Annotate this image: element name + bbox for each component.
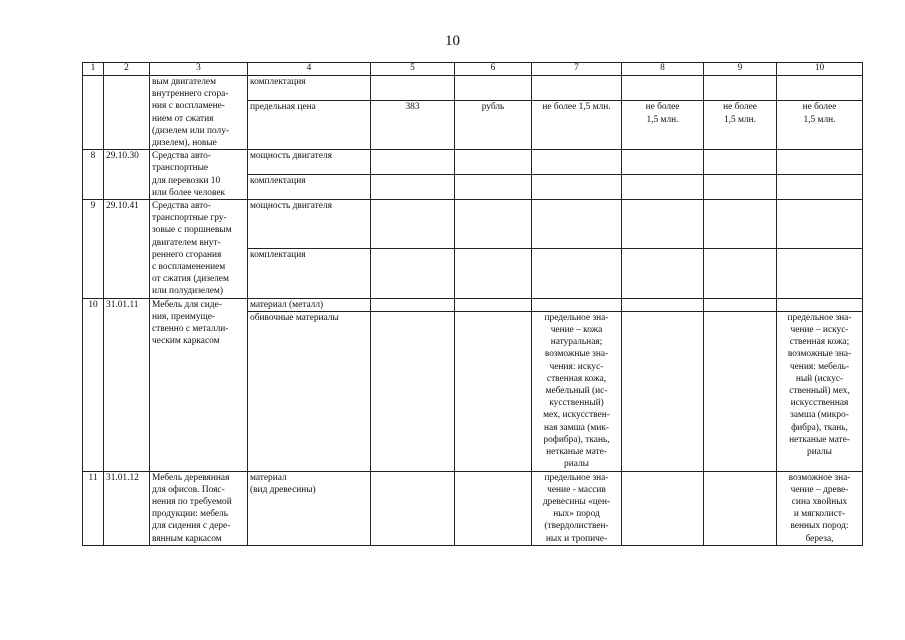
column-header: 8 bbox=[622, 63, 704, 76]
value-cell-c6 bbox=[455, 150, 532, 175]
cell-line: нетканые мате- bbox=[789, 434, 850, 445]
cell-line: фибра), ткань, bbox=[791, 422, 848, 433]
cell-line: ственно с металли- bbox=[152, 324, 229, 335]
cell-line: венных пород: bbox=[790, 521, 849, 532]
cell-line: материал (металл) bbox=[250, 299, 324, 310]
value-cell-c5 bbox=[371, 298, 455, 311]
value-cell-c7 bbox=[532, 200, 622, 249]
cell-line: для офисов. Пояс- bbox=[152, 484, 225, 495]
cell-line: от сжатия (дизелем bbox=[152, 274, 229, 285]
characteristic-name bbox=[248, 311, 371, 471]
cell-line: не более bbox=[645, 102, 680, 113]
cell-line: мощность двигателя bbox=[250, 151, 332, 162]
value-cell-c5 bbox=[371, 76, 455, 101]
value-cell-c6 bbox=[455, 200, 532, 249]
column-header: 4 bbox=[248, 63, 371, 76]
cell-line: возможное зна- bbox=[788, 472, 851, 483]
cell-line: искусственная bbox=[790, 398, 849, 409]
cell-line: транспортные bbox=[152, 163, 209, 174]
row-number: 9 bbox=[83, 200, 104, 299]
characteristic-name bbox=[248, 471, 371, 545]
cell-line: чения: искус- bbox=[549, 361, 604, 372]
cell-line: ственная кожа; bbox=[789, 337, 850, 348]
table-row bbox=[83, 298, 863, 311]
value-cell-c5 bbox=[371, 150, 455, 175]
value-cell-c10 bbox=[777, 200, 863, 249]
cell-line: дизелем), новые bbox=[152, 138, 217, 149]
requirements-table bbox=[82, 62, 863, 546]
cell-line: обивочные материалы bbox=[250, 312, 339, 323]
value-cell-c7 bbox=[532, 311, 622, 471]
cell-line: мощность двигателя bbox=[250, 201, 332, 212]
table-row bbox=[83, 150, 863, 175]
okpd-code: 31.01.12 bbox=[104, 471, 150, 545]
cell-line: и мягколист- bbox=[793, 509, 846, 520]
cell-line: для перевозки 10 bbox=[152, 175, 221, 186]
value-cell-c6 bbox=[455, 175, 532, 200]
characteristic-name bbox=[248, 150, 371, 175]
value-cell-c5 bbox=[371, 175, 455, 200]
cell-line: натуральная; bbox=[550, 337, 603, 348]
cell-line: возможные зна- bbox=[544, 349, 609, 360]
value-cell-c9 bbox=[704, 249, 777, 298]
cell-line: продукции: мебель bbox=[152, 509, 228, 520]
value-cell-c6 bbox=[455, 471, 532, 545]
cell-line: комплектация bbox=[250, 176, 306, 187]
cell-line: предельное зна- bbox=[544, 312, 609, 323]
value-cell-c8 bbox=[622, 76, 704, 101]
cell-line: рофибра), ткань, bbox=[543, 434, 610, 445]
value-cell-c8 bbox=[622, 101, 704, 150]
value-cell-c5 bbox=[371, 311, 455, 471]
cell-line: реннего сгорания bbox=[152, 249, 222, 260]
okpd-code: 31.01.11 bbox=[104, 298, 150, 471]
value-cell-c5 bbox=[371, 471, 455, 545]
value-cell-c9 bbox=[704, 298, 777, 311]
column-header: 9 bbox=[704, 63, 777, 76]
value-cell-c7 bbox=[532, 471, 622, 545]
column-header: 3 bbox=[150, 63, 248, 76]
cell-line: мебельный (ис- bbox=[545, 386, 608, 397]
value-cell-c10 bbox=[777, 311, 863, 471]
cell-line: (вид древесины) bbox=[250, 484, 316, 495]
page-number: 10 bbox=[445, 33, 460, 49]
value-cell-c8 bbox=[622, 200, 704, 249]
characteristic-name bbox=[248, 249, 371, 298]
table-header-row bbox=[83, 63, 863, 76]
cell-line: транспортные гру- bbox=[152, 213, 227, 224]
cell-line: Мебель деревянная bbox=[152, 472, 230, 483]
cell-line: не более bbox=[802, 102, 837, 113]
cell-line: 383 bbox=[405, 102, 420, 113]
value-cell-c10 bbox=[777, 249, 863, 298]
characteristic-name bbox=[248, 76, 371, 101]
value-cell-c5 bbox=[371, 101, 455, 150]
cell-line: (твердолиствен- bbox=[544, 521, 609, 532]
value-cell-c6 bbox=[455, 311, 532, 471]
value-cell-c10 bbox=[777, 76, 863, 101]
value-cell-c7 bbox=[532, 249, 622, 298]
cell-line: чение – кожа bbox=[550, 325, 603, 336]
cell-line: внутреннего сгора- bbox=[152, 89, 229, 100]
cell-line: комплектация bbox=[250, 250, 306, 261]
column-header: 6 bbox=[455, 63, 532, 76]
cell-line: двигателем внут- bbox=[152, 237, 221, 248]
characteristic-name bbox=[248, 101, 371, 150]
cell-line: предельное зна- bbox=[544, 472, 609, 483]
cell-line: чение - массив bbox=[547, 484, 606, 495]
value-cell-c10 bbox=[777, 175, 863, 200]
cell-line: нием от сжатия bbox=[152, 113, 214, 124]
product-name bbox=[150, 76, 248, 150]
characteristic-name bbox=[248, 298, 371, 311]
value-cell-c6 bbox=[455, 249, 532, 298]
cell-line: мех, искусствен- bbox=[543, 410, 610, 421]
cell-line: ния, преимуще- bbox=[152, 311, 216, 322]
value-cell-c9 bbox=[704, 101, 777, 150]
product-name bbox=[150, 471, 248, 545]
cell-line: риалы bbox=[564, 459, 589, 470]
cell-line: вым двигателем bbox=[152, 77, 217, 87]
column-header: 5 bbox=[371, 63, 455, 76]
cell-line: не более 1,5 млн. bbox=[542, 102, 611, 113]
column-header: 1 bbox=[83, 63, 104, 76]
value-cell-c10 bbox=[777, 150, 863, 175]
cell-line: комплектация bbox=[250, 77, 306, 87]
row-number: 8 bbox=[83, 150, 104, 200]
value-cell-c10 bbox=[777, 471, 863, 545]
cell-line: вянным каркасом bbox=[152, 533, 222, 544]
cell-line: древесины «цен- bbox=[542, 496, 611, 507]
value-cell-c6 bbox=[455, 76, 532, 101]
column-header: 10 bbox=[777, 63, 863, 76]
cell-line: возможные зна- bbox=[787, 349, 852, 360]
value-cell-c5 bbox=[371, 249, 455, 298]
value-cell-c9 bbox=[704, 175, 777, 200]
cell-line: предельная цена bbox=[250, 102, 316, 113]
value-cell-c8 bbox=[622, 298, 704, 311]
cell-line: чение – древе- bbox=[790, 484, 849, 495]
value-cell-c6 bbox=[455, 298, 532, 311]
value-cell-c7 bbox=[532, 175, 622, 200]
value-cell-c10 bbox=[777, 298, 863, 311]
value-cell-c8 bbox=[622, 175, 704, 200]
value-cell-c7 bbox=[532, 101, 622, 150]
row-number bbox=[83, 76, 104, 150]
cell-line: Средства авто- bbox=[152, 151, 211, 162]
cell-line: сина хвойных bbox=[791, 496, 848, 507]
value-cell-c7 bbox=[532, 150, 622, 175]
okpd-code bbox=[104, 76, 150, 150]
cell-line: (дизелем или полу- bbox=[152, 125, 230, 136]
value-cell-c7 bbox=[532, 76, 622, 101]
cell-line: ных» пород bbox=[553, 509, 600, 520]
cell-line: кусственный) bbox=[549, 398, 604, 409]
cell-line: нетканые мате- bbox=[546, 447, 607, 458]
value-cell-c9 bbox=[704, 76, 777, 101]
value-cell-c9 bbox=[704, 150, 777, 175]
cell-line: нения по требуемой bbox=[152, 496, 232, 507]
row-number: 11 bbox=[83, 471, 104, 545]
table-row bbox=[83, 200, 863, 249]
cell-line: риалы bbox=[807, 447, 832, 458]
cell-line: 1,5 млн. bbox=[803, 114, 836, 125]
value-cell-c8 bbox=[622, 249, 704, 298]
cell-line: ческим каркасом bbox=[152, 336, 220, 347]
cell-line: чение – искус- bbox=[790, 325, 849, 336]
cell-line: береза, bbox=[805, 533, 834, 544]
cell-line: с воспламенением bbox=[152, 262, 226, 273]
cell-line: ный (искус- bbox=[795, 373, 844, 384]
value-cell-c8 bbox=[622, 311, 704, 471]
table-row bbox=[83, 76, 863, 101]
cell-line: ная замша (мик- bbox=[543, 422, 610, 433]
cell-line: замша (микро- bbox=[790, 410, 849, 421]
cell-line: 1,5 млн. bbox=[723, 114, 757, 125]
cell-line: материал bbox=[250, 472, 287, 483]
value-cell-c7 bbox=[532, 298, 622, 311]
cell-line: рубль bbox=[481, 102, 505, 113]
cell-line: Мебель для сиде- bbox=[152, 299, 222, 310]
characteristic-name bbox=[248, 175, 371, 200]
cell-line: предельное зна- bbox=[787, 312, 852, 323]
value-cell-c9 bbox=[704, 311, 777, 471]
value-cell-c5 bbox=[371, 200, 455, 249]
cell-line: ственный) мех, bbox=[789, 386, 850, 397]
column-header: 7 bbox=[532, 63, 622, 76]
value-cell-c10 bbox=[777, 101, 863, 150]
row-number: 10 bbox=[83, 298, 104, 471]
value-cell-c9 bbox=[704, 200, 777, 249]
characteristic-name bbox=[248, 200, 371, 249]
product-name bbox=[150, 200, 248, 299]
value-cell-c6 bbox=[455, 101, 532, 150]
cell-line: или полудизелем) bbox=[152, 286, 223, 297]
column-header: 2 bbox=[104, 63, 150, 76]
cell-line: ния с воспламене- bbox=[152, 101, 225, 112]
product-name bbox=[150, 298, 248, 471]
cell-line: не более bbox=[723, 102, 757, 113]
cell-line: зовые с поршневым bbox=[152, 225, 232, 236]
cell-line: для сидения с дере- bbox=[152, 521, 231, 532]
cell-line: 1,5 млн. bbox=[646, 114, 679, 125]
value-cell-c8 bbox=[622, 471, 704, 545]
cell-line: ных и тропиче- bbox=[545, 533, 608, 544]
value-cell-c8 bbox=[622, 150, 704, 175]
okpd-code: 29.10.41 bbox=[104, 200, 150, 299]
cell-line: чения: мебель- bbox=[789, 361, 850, 372]
table-body bbox=[83, 76, 863, 546]
value-cell-c9 bbox=[704, 471, 777, 545]
product-name bbox=[150, 150, 248, 200]
okpd-code: 29.10.30 bbox=[104, 150, 150, 200]
cell-line: Средства авто- bbox=[152, 201, 211, 212]
cell-line: ственная кожа, bbox=[546, 373, 607, 384]
table-row bbox=[83, 471, 863, 545]
cell-line: или более человек bbox=[152, 187, 226, 198]
